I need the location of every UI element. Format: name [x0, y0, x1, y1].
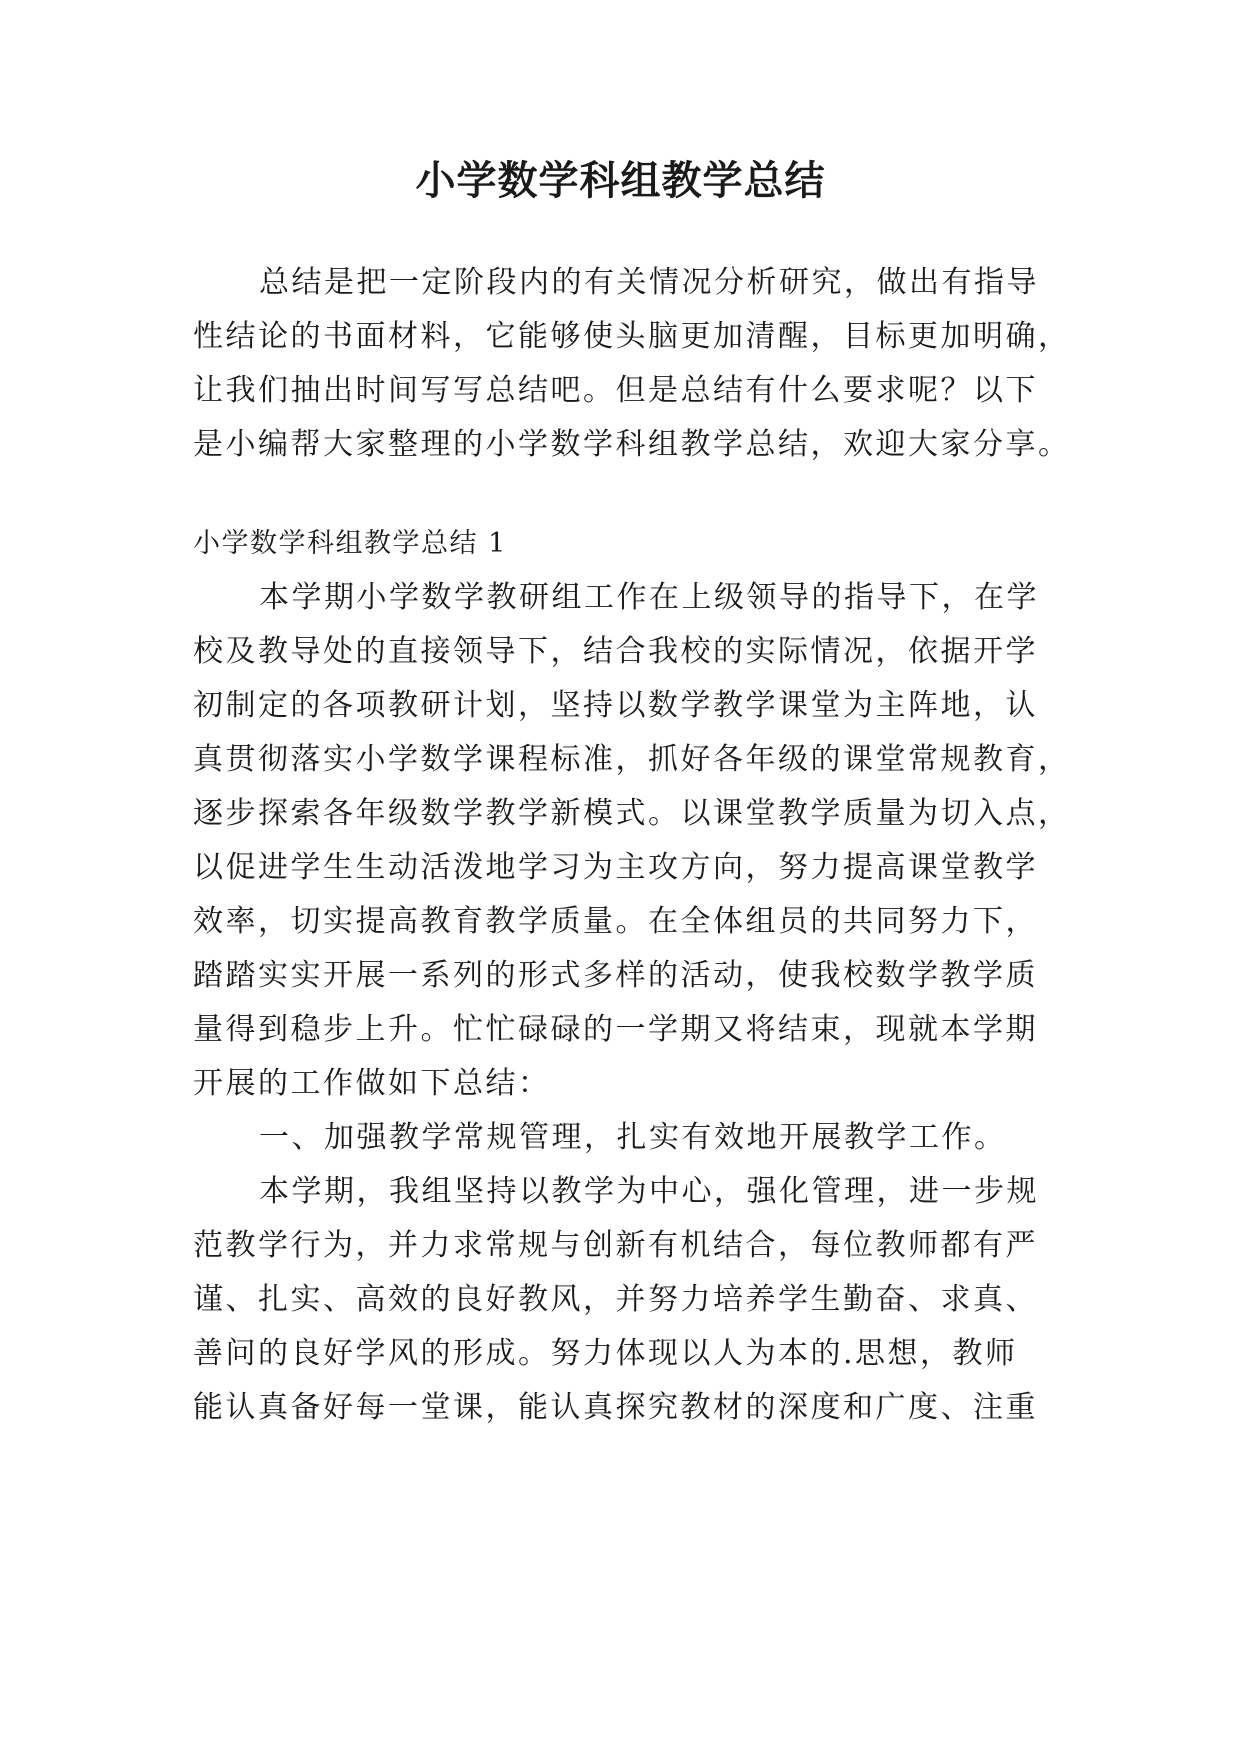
section-heading: [193, 517, 1053, 571]
text-line: 性结论的书面材料，它能够使头脑更加清醒，目标更加明确，: [193, 319, 1071, 354]
document-title: 小学数学科组教学总结: [415, 157, 826, 204]
text-line: 逐步探索各年级数学教学新模式。以课堂教学质量为切入点，: [193, 796, 1071, 831]
section-body: [193, 571, 1071, 1435]
text-line: 能认真备好每一堂课，能认真探究教材的深度和广度、注重: [193, 1390, 1038, 1425]
text-line: 本学期，我组坚持以教学为中心，强化管理，进一步规: [259, 1174, 1039, 1209]
text-line: 范教学行为，并力求常规与创新有机结合，每位教师都有严: [193, 1228, 1038, 1263]
text-line: 是小编帮大家整理的小学数学科组教学总结，欢迎大家分享。: [193, 427, 1071, 462]
subsection-heading: 一、加强教学常规管理，扎实有效地开展教学工作。: [259, 1120, 1007, 1155]
text-line: 开展的工作做如下总结：: [193, 1066, 551, 1101]
text-line: 谨、扎实、高效的良好教风，并努力培养学生勤奋、求真、: [193, 1282, 1038, 1317]
text-line: 量得到稳步上升。忙忙碌碌的一学期又将结束，现就本学期: [193, 1012, 1038, 1047]
text-line: 善问的良好学风的形成。努力体现以人为本的.思想，教师: [193, 1336, 1018, 1371]
text-line: 让我们抽出时间写写总结吧。但是总结有什么要求呢？以下: [193, 373, 1038, 408]
text-line: 踏踏实实开展一系列的形式多样的活动，使我校数学教学质: [193, 958, 1038, 993]
intro-paragraph: [193, 256, 1071, 472]
text-line: 初制定的各项教研计划，坚持以数学教学课堂为主阵地，认: [193, 688, 1038, 723]
text-line: 本学期小学数学教研组工作在上级领导的指导下，在学: [259, 580, 1039, 615]
text-line: 总结是把一定阶段内的有关情况分析研究，做出有指导: [259, 265, 1039, 300]
section-heading-text: 小学数学科组教学总结 1: [193, 528, 507, 559]
text-line: 效率，切实提高教育教学质量。在全体组员的共同努力下，: [193, 904, 1038, 939]
text-line: 校及教导处的直接领导下，结合我校的实际情况，依据开学: [193, 634, 1038, 669]
text-line: 以促进学生生动活泼地学习为主攻方向，努力提高课堂教学: [193, 850, 1038, 885]
text-line: 真贯彻落实小学数学课程标准，抓好各年级的课堂常规教育，: [193, 742, 1071, 777]
